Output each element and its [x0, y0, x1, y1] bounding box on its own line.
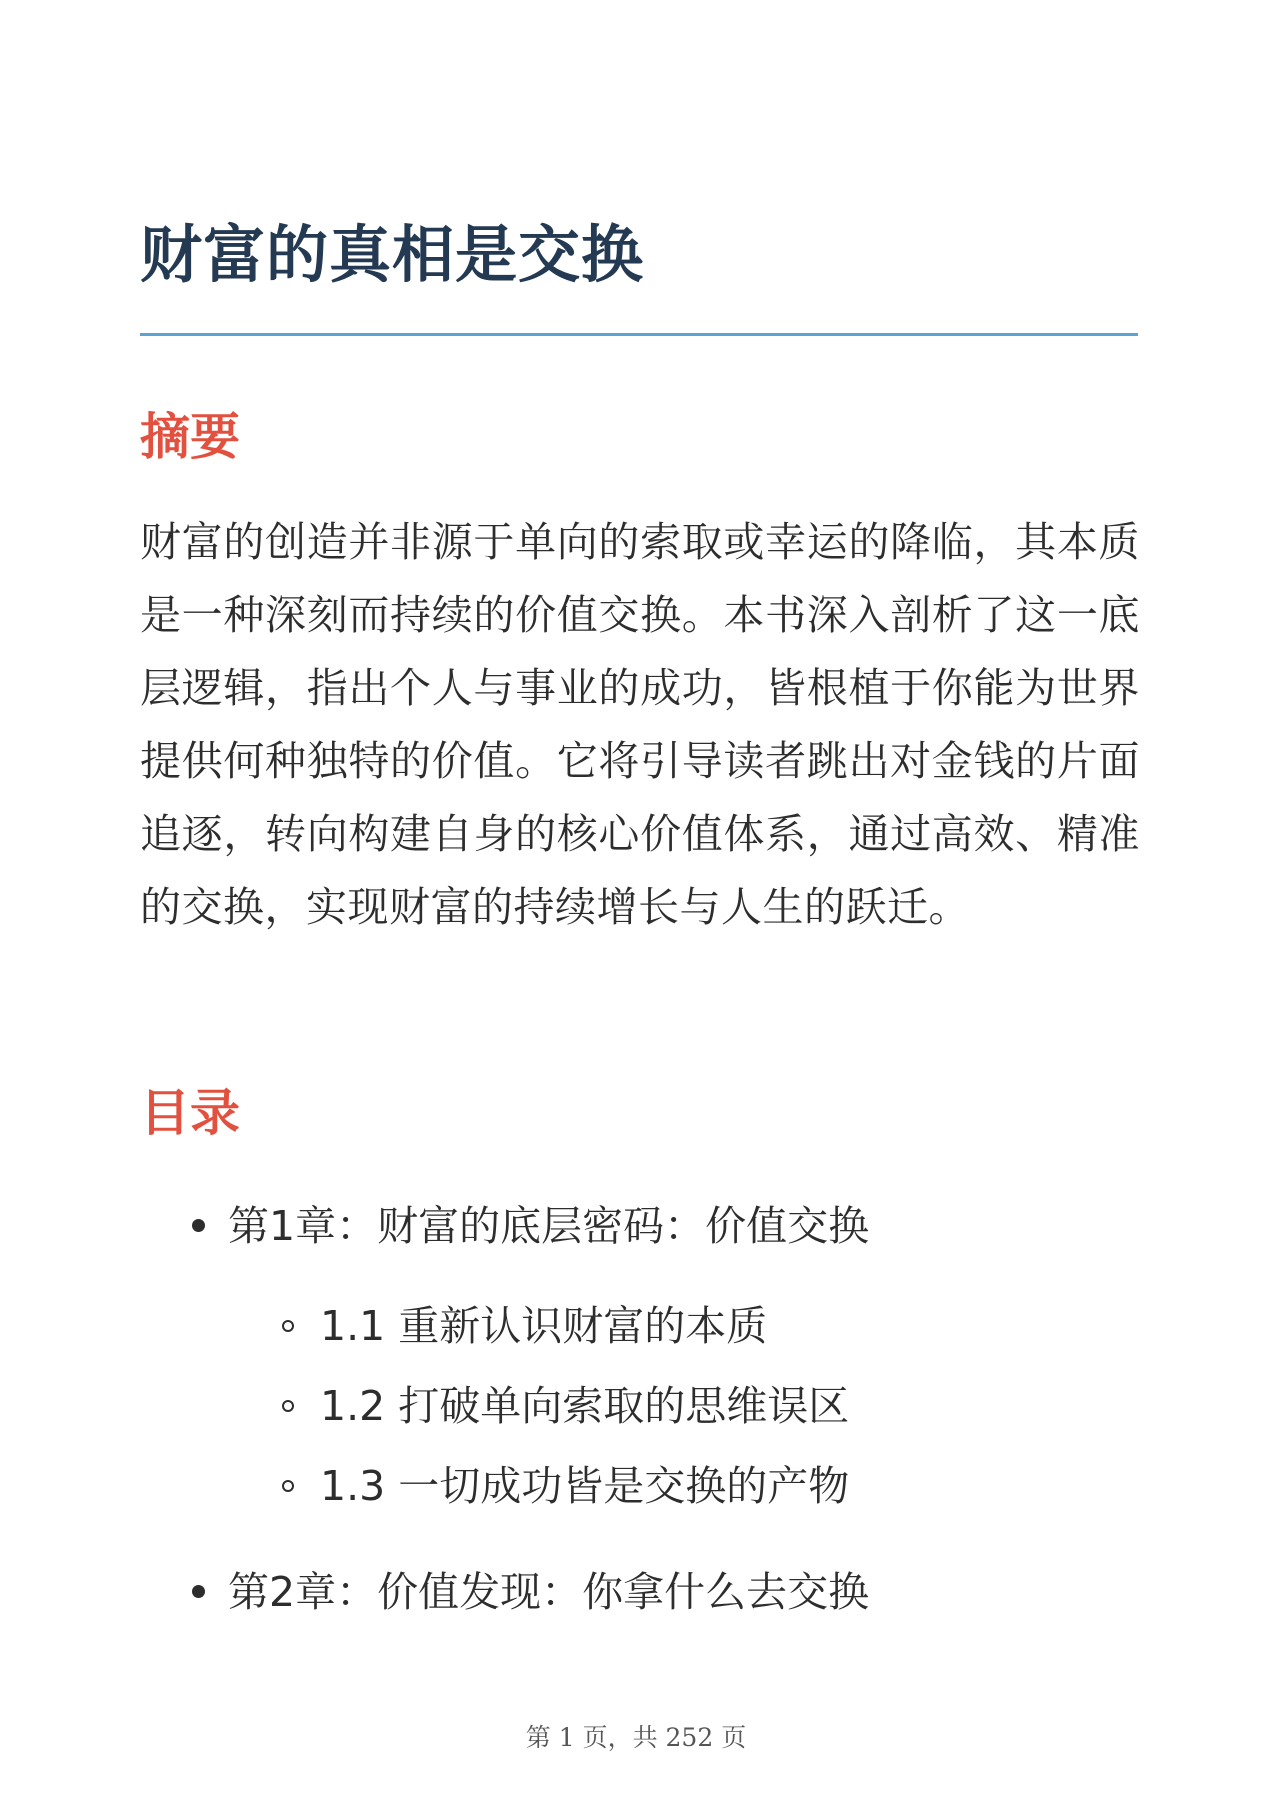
- toc-heading: 目录: [140, 1084, 240, 1142]
- toc-section-1-1-label: 1.1 重新认识财富的本质: [320, 1302, 768, 1350]
- bullet-disc-icon: [192, 1219, 205, 1232]
- abstract-body: 财富的创造并非源于单向的索取或幸运的降临，其本质是一种深刻而持续的价值交换。本书深入剖析了这一底层逻辑，指出个人与事业的成功，皆根植于你能为世界提供何种独特的价值。它将引导读者跳出对金钱的片面追逐，转向构建自身的核心价值体系，通过高效、精准的交换，实现财富的持续增长与人生的跃迁。: [140, 518, 1140, 931]
- abstract-heading: 摘要: [140, 408, 240, 466]
- toc-section-1-2-label: 1.2 打破单向索取的思维误区: [320, 1382, 850, 1430]
- toc-chapter-2-label: 第2章：价值发现：你拿什么去交换: [228, 1568, 870, 1616]
- document-title: 财富的真相是交换: [140, 218, 645, 291]
- bullet-disc-icon: [192, 1585, 205, 1598]
- bullet-circle-icon: [282, 1400, 294, 1412]
- bullet-circle-icon: [282, 1320, 294, 1332]
- page-footer: 第 1 页，共 252 页: [525, 1723, 747, 1752]
- title-divider: [140, 333, 1138, 336]
- toc-chapter-1-label: 第1章：财富的底层密码：价值交换: [228, 1202, 870, 1250]
- bullet-circle-icon: [282, 1480, 294, 1492]
- toc-section-1-3-label: 1.3 一切成功皆是交换的产物: [320, 1462, 850, 1510]
